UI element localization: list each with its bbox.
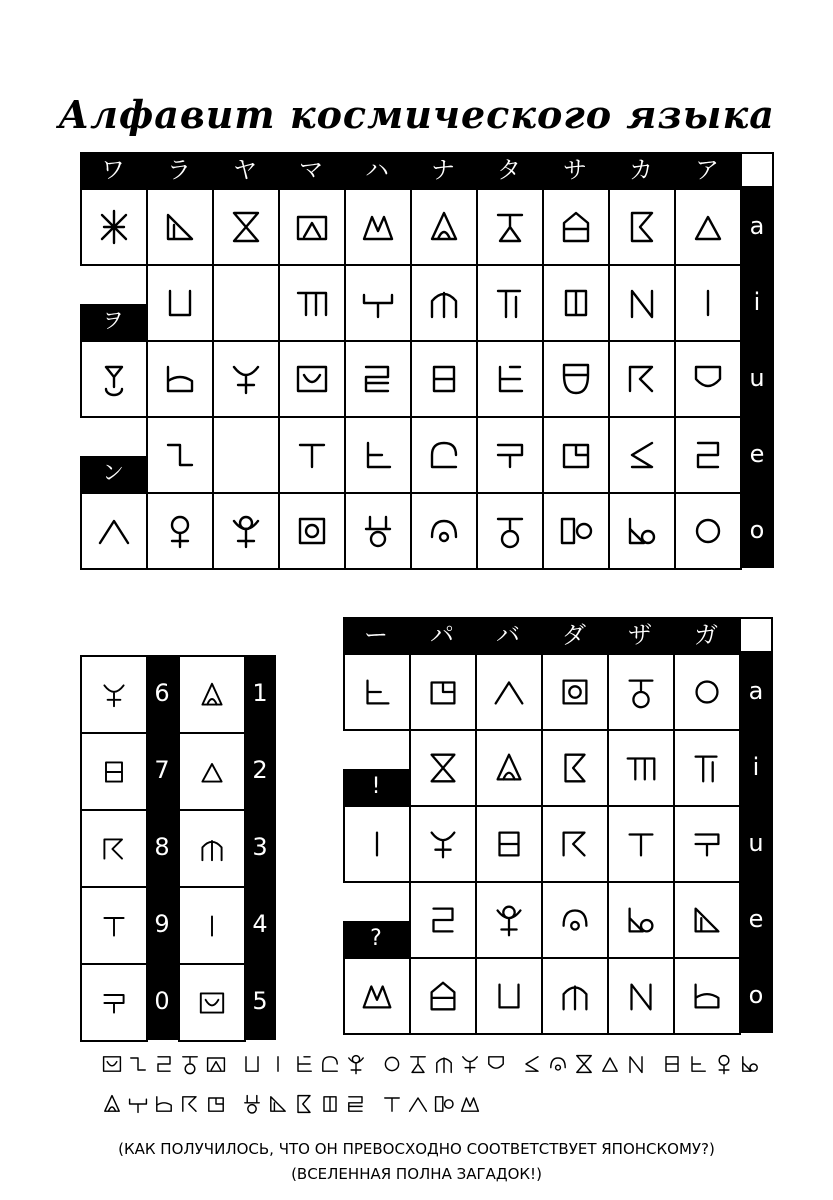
- alien-glyph-icon: [490, 901, 528, 939]
- alphabet-cell: [541, 881, 609, 959]
- alphabet-cell: [541, 957, 609, 1035]
- alien-glyph-icon: [292, 359, 332, 399]
- number-glyph-cell: [178, 963, 246, 1042]
- side-kana-label: ヲ: [80, 304, 146, 340]
- alphabet-cell: [673, 881, 741, 959]
- alphabet-cell: [541, 729, 609, 807]
- vowel-label: a: [749, 212, 765, 240]
- alphabet-cell: [80, 188, 148, 266]
- alphabet-cell: [673, 957, 741, 1035]
- alien-script-glyph-icon: [380, 1092, 404, 1120]
- alien-glyph-icon: [226, 207, 266, 247]
- alien-glyph-icon: [424, 977, 462, 1015]
- alphabet-cell: [542, 188, 610, 266]
- digit-label: 2: [244, 732, 276, 809]
- alien-glyph-icon: [556, 977, 594, 1015]
- alien-glyph-icon: [358, 435, 398, 475]
- alien-glyph-icon: [622, 511, 662, 551]
- alphabet-cell: [475, 805, 543, 883]
- number-glyph-cell: [178, 809, 246, 888]
- alphabet-cell: [607, 805, 675, 883]
- alphabet-cell: [542, 264, 610, 342]
- alphabet-cell: [541, 653, 609, 731]
- alien-glyph-icon: [160, 207, 200, 247]
- alien-script-glyph-icon: [572, 1052, 596, 1080]
- alien-script-glyph-icon: [458, 1052, 482, 1080]
- vowel-label: o: [749, 516, 765, 544]
- alien-script-glyph-icon: [432, 1052, 456, 1080]
- alien-glyph-icon: [292, 511, 332, 551]
- header-kana: サ: [542, 152, 608, 188]
- number-glyph-icon: [98, 833, 130, 865]
- alphabet-cell: [278, 340, 346, 418]
- alphabet-cell: [278, 492, 346, 570]
- alien-glyph-icon: [358, 283, 398, 323]
- alien-script-glyph-icon: [686, 1052, 710, 1080]
- alphabet-cell: [410, 416, 478, 494]
- digit-label: 7: [146, 732, 178, 809]
- alphabet-cell: [674, 416, 742, 494]
- number-glyph-cell: [80, 886, 148, 965]
- alien-glyph-icon: [160, 359, 200, 399]
- alphabet-cell: [476, 264, 544, 342]
- alien-glyph-icon: [424, 283, 464, 323]
- alphabet-cell: [475, 653, 543, 731]
- header-kana: ハ: [344, 152, 410, 188]
- digit-label: 5: [244, 963, 276, 1040]
- alphabet-cell: [607, 729, 675, 807]
- alien-glyph-icon: [160, 283, 200, 323]
- alphabet-cell: [608, 492, 676, 570]
- number-glyph-cell: [178, 655, 246, 734]
- alphabet-cell: [673, 805, 741, 883]
- vowel-label: a: [748, 677, 764, 705]
- header-kana: ア: [674, 152, 740, 188]
- alphabet-cell: [278, 188, 346, 266]
- alien-script-glyph-icon: [100, 1092, 124, 1120]
- alien-glyph-icon: [94, 207, 134, 247]
- alphabet-cell: [344, 264, 412, 342]
- alphabet-cell: [673, 729, 741, 807]
- alphabet-cell: [212, 188, 280, 266]
- alien-glyph-icon: [490, 673, 528, 711]
- alien-glyph-icon: [688, 511, 728, 551]
- vowel-label: e: [748, 905, 764, 933]
- alien-glyph-icon: [490, 825, 528, 863]
- number-glyph-cell: [80, 963, 148, 1042]
- digit-label: 3: [244, 809, 276, 886]
- header-kana: ザ: [607, 617, 673, 653]
- vowel-label: e: [749, 440, 765, 468]
- alien-script-glyph-icon: [152, 1092, 176, 1120]
- alien-script-glyph-icon: [204, 1092, 228, 1120]
- alien-glyph-icon: [490, 511, 530, 551]
- header-kana: ヤ: [212, 152, 278, 188]
- alien-glyph-icon: [688, 977, 726, 1015]
- alphabet-cell: [673, 653, 741, 731]
- alien-glyph-icon: [622, 825, 660, 863]
- alien-glyph-icon: [424, 749, 462, 787]
- alien-script-glyph-icon: [624, 1052, 648, 1080]
- header-kana: バ: [475, 617, 541, 653]
- alien-glyph-icon: [424, 901, 462, 939]
- alien-glyph-icon: [490, 359, 530, 399]
- alien-script-glyph-icon: [598, 1052, 622, 1080]
- number-glyph-icon: [196, 833, 228, 865]
- alien-glyph-icon: [424, 673, 462, 711]
- alien-glyph-icon: [556, 673, 594, 711]
- alien-glyph-icon: [688, 435, 728, 475]
- alien-glyph-icon: [490, 977, 528, 1015]
- alphabet-cell: [607, 653, 675, 731]
- alphabet-cell: [80, 492, 148, 570]
- alien-glyph-icon: [424, 825, 462, 863]
- alphabet-cell: [674, 340, 742, 418]
- alien-glyph-icon: [292, 207, 332, 247]
- alien-glyph-icon: [490, 435, 530, 475]
- vowel-label: u: [749, 364, 765, 392]
- alien-glyph-icon: [358, 825, 396, 863]
- alien-script-glyph-icon: [178, 1052, 202, 1080]
- alien-glyph-icon: [424, 359, 464, 399]
- number-glyph-cell: [80, 809, 148, 888]
- alien-script-glyph-icon: [712, 1052, 736, 1080]
- alien-glyph-icon: [622, 749, 660, 787]
- alien-script-glyph-icon: [318, 1092, 342, 1120]
- alphabet-cell: [212, 264, 280, 342]
- alphabet-cell: [343, 653, 411, 731]
- alphabet-cell: [542, 492, 610, 570]
- alphabet-cell: [278, 264, 346, 342]
- alien-script-glyph-icon: [738, 1052, 762, 1080]
- alien-script-glyph-icon: [546, 1052, 570, 1080]
- alien-glyph-icon: [292, 435, 332, 475]
- number-glyph-icon: [98, 910, 130, 942]
- alien-glyph-icon: [556, 283, 596, 323]
- header-kana: ワ: [80, 152, 146, 188]
- alien-script-glyph-icon: [458, 1092, 482, 1120]
- alien-script-glyph-icon: [266, 1052, 290, 1080]
- alien-glyph-icon: [622, 673, 660, 711]
- alien-script-glyph-icon: [178, 1092, 202, 1120]
- side-punct-label: ?: [343, 921, 409, 957]
- alphabet-cell: [212, 492, 280, 570]
- alphabet-cell: [409, 957, 477, 1035]
- corner-cell: [739, 617, 773, 653]
- alien-script-glyph-icon: [240, 1092, 264, 1120]
- alien-script-glyph-icon: [344, 1092, 368, 1120]
- alien-glyph-icon: [424, 511, 464, 551]
- vowel-label: i: [753, 288, 761, 316]
- header-kana: カ: [608, 152, 674, 188]
- digit-label: 8: [146, 809, 178, 886]
- alphabet-cell: [410, 188, 478, 266]
- header-kana: ダ: [541, 617, 607, 653]
- caption-line-1: (КАК ПОЛУЧИЛОСЬ, ЧТО ОН ПРЕВОСХОДНО СООТВЕТСТВУЕТ ЯПОНСКОМУ?): [118, 1140, 715, 1158]
- alien-script-glyph-icon: [344, 1052, 368, 1080]
- alphabet-cell: [212, 416, 280, 494]
- alphabet-cell: [344, 492, 412, 570]
- alphabet-cell: [409, 729, 477, 807]
- corner-cell: [740, 152, 774, 188]
- number-glyph-cell: [178, 886, 246, 965]
- side-punct-label: !: [343, 769, 409, 805]
- alphabet-cell: [608, 416, 676, 494]
- number-glyph-icon: [98, 987, 130, 1019]
- number-glyph-cell: [178, 732, 246, 811]
- alien-glyph-icon: [160, 435, 200, 475]
- vowel-label: i: [752, 753, 760, 781]
- alien-glyph-icon: [490, 283, 530, 323]
- header-kana: マ: [278, 152, 344, 188]
- alphabet-cell: [146, 264, 214, 342]
- number-glyph-icon: [196, 756, 228, 788]
- alien-glyph-icon: [622, 359, 662, 399]
- alien-glyph-icon: [556, 359, 596, 399]
- alphabet-cell: [212, 340, 280, 418]
- alien-script-glyph-icon: [406, 1052, 430, 1080]
- alphabet-cell: [278, 416, 346, 494]
- number-glyph-icon: [196, 679, 228, 711]
- alien-glyph-icon: [688, 207, 728, 247]
- alien-script-glyph-icon: [292, 1092, 316, 1120]
- caption-line-2: (ВСЕЛЕННАЯ ПОЛНА ЗАГАДОК!): [291, 1165, 542, 1183]
- alien-glyph-icon: [688, 901, 726, 939]
- alphabet-cell: [476, 416, 544, 494]
- alphabet-cell: [344, 416, 412, 494]
- alien-glyph-icon: [94, 359, 134, 399]
- alien-glyph-icon: [556, 825, 594, 863]
- alphabet-cell: [344, 188, 412, 266]
- header-kana: タ: [476, 152, 542, 188]
- alphabet-cell: [608, 188, 676, 266]
- digit-label: 9: [146, 886, 178, 963]
- alphabet-cell: [409, 653, 477, 731]
- alien-script-glyph-icon: [406, 1092, 430, 1120]
- number-glyph-icon: [196, 987, 228, 1019]
- alien-glyph-icon: [424, 207, 464, 247]
- alphabet-cell: [674, 492, 742, 570]
- alphabet-cell: [476, 340, 544, 418]
- alien-glyph-icon: [358, 511, 398, 551]
- alphabet-cell: [542, 340, 610, 418]
- alphabet-cell: [146, 340, 214, 418]
- digit-label: 0: [146, 963, 178, 1040]
- page-title: Алфавит космического языка: [58, 92, 775, 137]
- alien-glyph-icon: [688, 283, 728, 323]
- alien-script-glyph-icon: [484, 1052, 508, 1080]
- alphabet-cell: [476, 492, 544, 570]
- vowel-label: u: [748, 829, 764, 857]
- header-kana: ラ: [146, 152, 212, 188]
- alien-script-glyph-icon: [266, 1092, 290, 1120]
- alien-script-glyph-icon: [204, 1052, 228, 1080]
- alphabet-cell: [607, 957, 675, 1035]
- alien-glyph-icon: [556, 901, 594, 939]
- alphabet-cell: [343, 957, 411, 1035]
- alphabet-cell: [476, 188, 544, 266]
- header-kana: ナ: [410, 152, 476, 188]
- alphabet-cell: [608, 264, 676, 342]
- alien-script-glyph-icon: [380, 1052, 404, 1080]
- alphabet-cell: [541, 805, 609, 883]
- alien-glyph-icon: [688, 749, 726, 787]
- alien-glyph-icon: [556, 435, 596, 475]
- alien-glyph-icon: [622, 977, 660, 1015]
- digit-label: 6: [146, 655, 178, 732]
- alphabet-cell: [409, 881, 477, 959]
- alien-glyph-icon: [490, 207, 530, 247]
- alien-glyph-icon: [358, 977, 396, 1015]
- vowel-column: [740, 188, 774, 568]
- alien-glyph-icon: [688, 359, 728, 399]
- vowel-column: [739, 653, 773, 1033]
- alien-glyph-icon: [556, 207, 596, 247]
- alphabet-cell: [475, 729, 543, 807]
- number-glyph-cell: [80, 655, 148, 734]
- alien-glyph-icon: [226, 359, 266, 399]
- alien-glyph-icon: [160, 511, 200, 551]
- alphabet-cell: [475, 881, 543, 959]
- alphabet-cell: [608, 340, 676, 418]
- alphabet-cell: [410, 492, 478, 570]
- alien-glyph-icon: [622, 435, 662, 475]
- header-kana: ー: [343, 617, 409, 653]
- alien-glyph-icon: [424, 435, 464, 475]
- alphabet-cell: [409, 805, 477, 883]
- header-kana: ガ: [673, 617, 739, 653]
- side-kana-label: ン: [80, 456, 146, 492]
- alphabet-cell: [146, 188, 214, 266]
- number-glyph-cell: [80, 732, 148, 811]
- alien-script-glyph-icon: [126, 1052, 150, 1080]
- alien-script-glyph-icon: [292, 1052, 316, 1080]
- alphabet-cell: [475, 957, 543, 1035]
- alien-glyph-icon: [622, 207, 662, 247]
- alien-script-glyph-icon: [520, 1052, 544, 1080]
- number-glyph-icon: [196, 910, 228, 942]
- alphabet-cell: [607, 881, 675, 959]
- alien-glyph-icon: [226, 511, 266, 551]
- alien-glyph-icon: [622, 901, 660, 939]
- alphabet-cell: [674, 188, 742, 266]
- alien-script-glyph-icon: [100, 1052, 124, 1080]
- digit-label: 1: [244, 655, 276, 732]
- alphabet-cell: [146, 492, 214, 570]
- alien-glyph-icon: [556, 511, 596, 551]
- alphabet-cell: [542, 416, 610, 494]
- alphabet-cell: [146, 416, 214, 494]
- alien-glyph-icon: [688, 673, 726, 711]
- alphabet-cell: [343, 805, 411, 883]
- alien-glyph-icon: [490, 749, 528, 787]
- alien-glyph-icon: [358, 207, 398, 247]
- alien-script-glyph-icon: [432, 1092, 456, 1120]
- alphabet-cell: [674, 264, 742, 342]
- alien-glyph-icon: [94, 511, 134, 551]
- alien-glyph-icon: [292, 283, 332, 323]
- alphabet-cell: [80, 340, 148, 418]
- digit-label: 4: [244, 886, 276, 963]
- header-kana: パ: [409, 617, 475, 653]
- alien-script-glyph-icon: [126, 1092, 150, 1120]
- alien-script-glyph-icon: [152, 1052, 176, 1080]
- alphabet-cell: [344, 340, 412, 418]
- alphabet-cell: [410, 340, 478, 418]
- alien-glyph-icon: [688, 825, 726, 863]
- alphabet-cell: [410, 264, 478, 342]
- alien-glyph-icon: [622, 283, 662, 323]
- number-glyph-icon: [98, 756, 130, 788]
- alien-glyph-icon: [358, 673, 396, 711]
- alien-glyph-icon: [556, 749, 594, 787]
- alien-glyph-icon: [358, 359, 398, 399]
- vowel-label: o: [748, 981, 764, 1009]
- alien-script-glyph-icon: [318, 1052, 342, 1080]
- alien-script-glyph-icon: [240, 1052, 264, 1080]
- number-glyph-icon: [98, 679, 130, 711]
- alien-script-glyph-icon: [660, 1052, 684, 1080]
